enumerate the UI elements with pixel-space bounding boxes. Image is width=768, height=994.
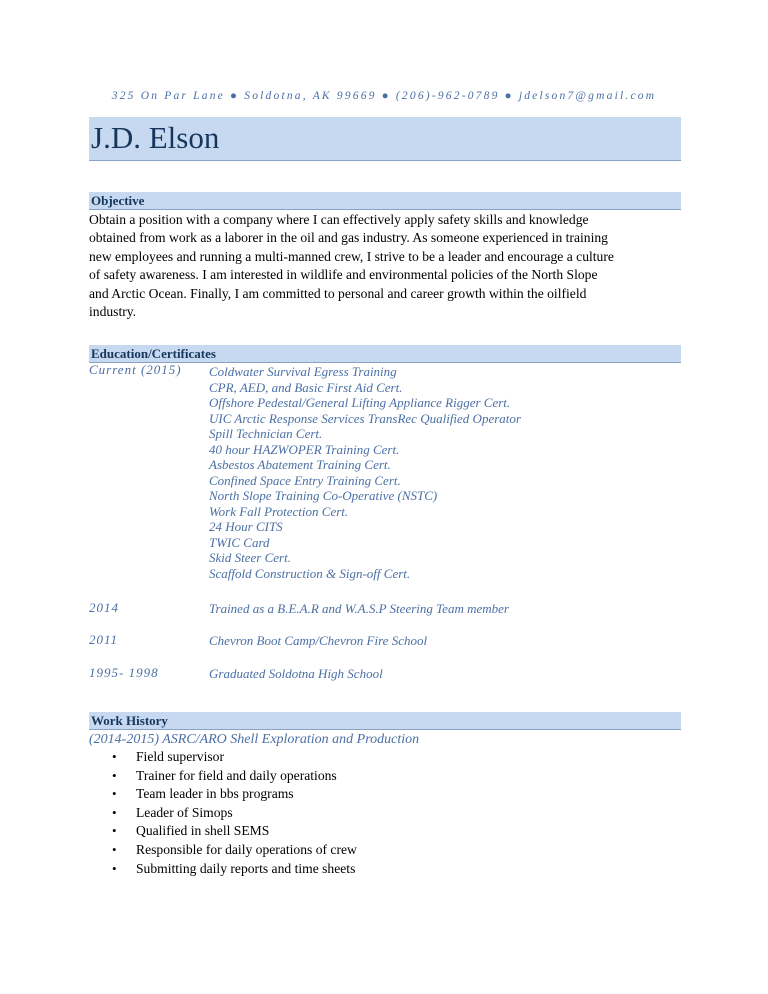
- objective-line: new employees and running a multi-manned crew, I strive to be a leader and encourage a culture: [89, 248, 614, 264]
- cert-item: Spill Technician Cert.: [209, 426, 323, 441]
- candidate-name: J.D. Elson: [91, 120, 220, 155]
- list-item: • Responsible for daily operations of crew: [110, 841, 357, 860]
- cert-item: 24 Hour CITS: [209, 519, 283, 534]
- cert-item: TWIC Card: [209, 534, 270, 550]
- job-title: (2014-2015) ASRC/ARO Shell Exploration and Production: [89, 732, 420, 747]
- list-item: • Leader of Simops: [110, 804, 357, 823]
- objective-title: Objective: [91, 193, 145, 208]
- edu-date: 2014: [89, 600, 119, 615]
- cert-item: North Slope Training Co-Operative (NSTC): [209, 488, 438, 503]
- objective-line: obtained from work as a laborer in the oil and gas industry. As someone experienced in training: [89, 230, 608, 246]
- current-label: Current (2015): [89, 362, 182, 377]
- list-item: • Field supervisor: [110, 748, 357, 767]
- list-item: • Submitting daily reports and time sheets: [110, 860, 357, 879]
- cert-item: Work Fall Protection Cert.: [209, 503, 349, 519]
- cert-item: Offshore Pedestal/General Lifting Appliance Rigger Cert.: [209, 395, 511, 410]
- work-section-header: [89, 712, 681, 730]
- objective-line: of safety awareness. I am interested in wildlife and environmental policies of the North Slope: [89, 267, 598, 283]
- cert-item: Asbestos Abatement Training Cert.: [209, 457, 391, 472]
- cert-item: 40 hour HAZWOPER Training Cert.: [209, 441, 400, 457]
- work-bullets: [110, 748, 357, 878]
- contact-info: 325 On Par Lane ● Soldotna, AK 99669 ● (206)-962-0789 ● jdelson7@gmail.com: [111, 90, 657, 102]
- cert-item: Skid Steer Cert.: [209, 550, 291, 565]
- list-item: • Trainer for field and daily operations: [110, 767, 357, 786]
- edu-date: 2011: [89, 632, 119, 647]
- cert-item: CPR, AED, and Basic First Aid Cert.: [209, 379, 403, 395]
- name-header: [89, 117, 681, 161]
- objective-section-header: [89, 192, 681, 210]
- cert-item: Coldwater Survival Egress Training: [209, 364, 397, 379]
- edu-entry: Trained as a B.E.A.R and W.A.S.P Steering Team member: [209, 601, 509, 616]
- edu-entry: Chevron Boot Camp/Chevron Fire School: [209, 633, 428, 648]
- cert-list: [209, 364, 521, 581]
- list-item: • Qualified in shell SEMS: [110, 822, 357, 841]
- edu-date: 1995- 1998: [89, 665, 159, 680]
- edu-entry: Graduated Soldotna High School: [209, 666, 383, 681]
- cert-item: UIC Arctic Response Services TransRec Qualified Operator: [209, 410, 521, 426]
- education-section-header: [89, 345, 681, 363]
- objective-paragraph: [89, 211, 689, 321]
- objective-line: Obtain a position with a company where I can effectively apply safety skills and knowledge: [89, 212, 589, 227]
- objective-line: industry.: [89, 304, 137, 320]
- education-title: Education/Certificates: [91, 346, 216, 361]
- cert-item: Confined Space Entry Training Cert.: [209, 472, 401, 488]
- list-item: • Team leader in bbs programs: [110, 785, 357, 804]
- objective-line: and Arctic Ocean. Finally, I am committed to personal and career growth within the oilfield: [89, 285, 587, 301]
- cert-item: Scaffold Construction & Sign-off Cert.: [209, 565, 411, 581]
- work-title: Work History: [91, 713, 168, 728]
